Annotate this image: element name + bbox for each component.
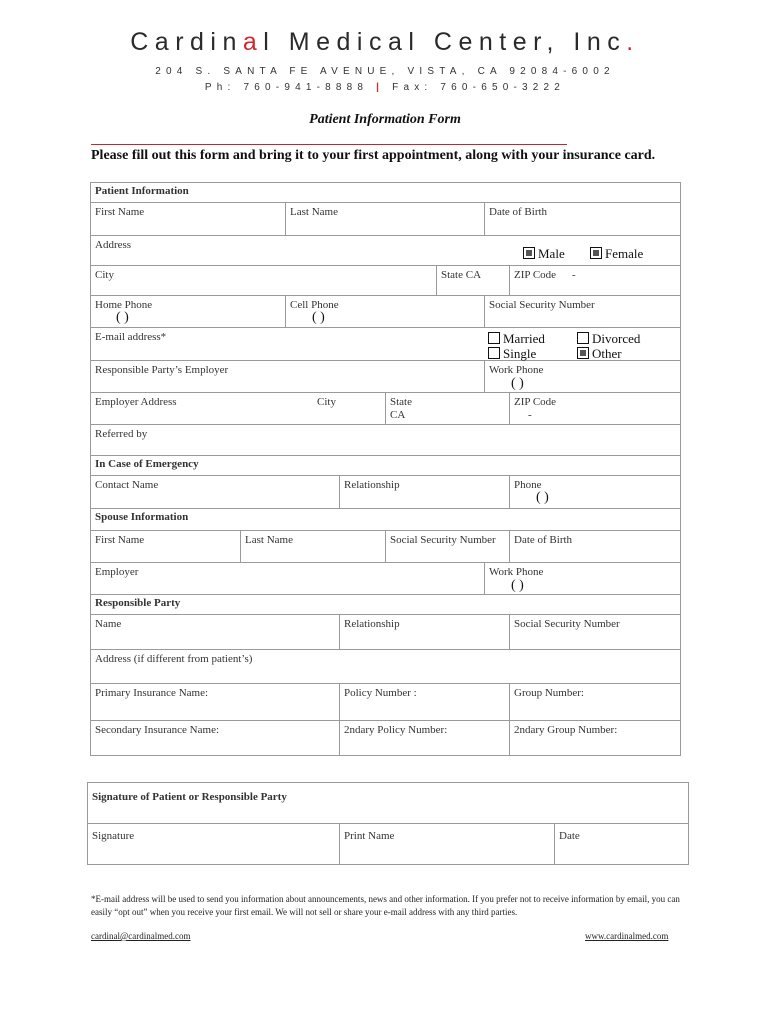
secondary-insurance-field[interactable]: Secondary Insurance Name: bbox=[91, 721, 340, 756]
married-checkbox[interactable] bbox=[488, 332, 500, 344]
form-title: Patient Information Form bbox=[309, 112, 461, 127]
other-checkbox[interactable] bbox=[577, 347, 589, 359]
employer-zip-field[interactable]: ZIP Code - bbox=[510, 393, 681, 425]
emergency-phone-field[interactable]: Phone ( ) bbox=[510, 476, 681, 509]
referred-by-field[interactable]: Referred by bbox=[91, 425, 681, 456]
signature-field[interactable]: Signature bbox=[88, 824, 340, 865]
marital-single-option[interactable]: Single bbox=[488, 346, 536, 362]
secondary-group-field[interactable]: 2ndary Group Number: bbox=[510, 721, 681, 756]
gender-male-option[interactable]: Male bbox=[523, 246, 565, 262]
employer-address-field[interactable]: Employer Address City bbox=[91, 393, 386, 425]
patient-info-heading: Patient Information bbox=[91, 183, 681, 203]
female-checkbox[interactable] bbox=[590, 247, 602, 259]
patient-form-grid bbox=[90, 182, 681, 756]
clinic-name: Cardinal Medical Center, Inc. bbox=[130, 28, 640, 56]
policy-number-field[interactable]: Policy Number : bbox=[340, 684, 510, 721]
patient-dob-field[interactable]: Date of Birth bbox=[485, 203, 681, 236]
email-field[interactable]: E-mail address* Married Divorced Single Other bbox=[91, 328, 681, 361]
group-number-field[interactable]: Group Number: bbox=[510, 684, 681, 721]
responsible-heading: Responsible Party bbox=[91, 595, 681, 615]
instructions: Please fill out this form and bring it to your first appointment, along with your insurance card. bbox=[91, 148, 656, 163]
spouse-dob-field[interactable]: Date of Birth bbox=[510, 531, 681, 563]
gender-female-option[interactable]: Female bbox=[590, 246, 643, 262]
responsible-ssn-field[interactable]: Social Security Number bbox=[510, 615, 681, 650]
patient-last-name-field[interactable]: Last Name bbox=[286, 203, 485, 236]
emergency-contact-field[interactable]: Contact Name bbox=[91, 476, 340, 509]
clinic-address: 204 S. SANTA FE AVENUE, VISTA, CA 92084-6002 bbox=[155, 66, 615, 77]
email-disclaimer: *E-mail address will be used to send you information about announcements, news and other information. If you prefer not to receive information by email, you can easily “opt out” when you receive your first email. We will not sell or share your e-mail address with any third parties. bbox=[91, 894, 680, 917]
marital-married-option[interactable]: Married bbox=[488, 331, 545, 347]
patient-city-field[interactable]: City bbox=[91, 266, 437, 296]
spouse-work-phone-field[interactable]: Work Phone ( ) bbox=[485, 563, 681, 595]
signature-section bbox=[87, 782, 689, 865]
phone-separator: | bbox=[376, 82, 385, 93]
employer-state-field[interactable]: State CA bbox=[386, 393, 510, 425]
secondary-policy-field[interactable]: 2ndary Policy Number: bbox=[340, 721, 510, 756]
emergency-heading: In Case of Emergency bbox=[91, 456, 681, 476]
title-divider bbox=[91, 144, 567, 145]
cell-phone-field[interactable]: Cell Phone ( ) bbox=[286, 296, 485, 328]
clinic-fax: Fax: 760-650-3222 bbox=[392, 82, 566, 93]
clinic-phone-fax bbox=[0, 82, 770, 93]
responsible-address-field[interactable]: Address (if different from patient’s) bbox=[91, 650, 681, 684]
patient-address-field[interactable]: Address Male Female bbox=[91, 236, 681, 266]
work-phone-field[interactable]: Work Phone ( ) bbox=[485, 361, 681, 393]
responsible-name-field[interactable]: Name bbox=[91, 615, 340, 650]
male-checkbox[interactable] bbox=[523, 247, 535, 259]
emergency-relationship-field[interactable]: Relationship bbox=[340, 476, 510, 509]
print-name-field[interactable]: Print Name bbox=[340, 824, 555, 865]
responsible-relationship-field[interactable]: Relationship bbox=[340, 615, 510, 650]
signature-date-field[interactable]: Date bbox=[555, 824, 689, 865]
spouse-ssn-field[interactable]: Social Security Number bbox=[386, 531, 510, 563]
employer-field[interactable]: Responsible Party’s Employer bbox=[91, 361, 485, 393]
marital-other-option[interactable]: Other bbox=[577, 346, 622, 362]
patient-zip-field[interactable]: ZIP Code - bbox=[510, 266, 681, 296]
ssn-field[interactable]: Social Security Number bbox=[485, 296, 681, 328]
spouse-first-name-field[interactable]: First Name bbox=[91, 531, 241, 563]
signature-heading: Signature of Patient or Responsible Party bbox=[88, 783, 689, 824]
contact-email-link[interactable]: cardinal@cardinalmed.com bbox=[91, 931, 191, 941]
patient-state-field[interactable]: State CA bbox=[437, 266, 510, 296]
spouse-heading: Spouse Information bbox=[91, 509, 681, 531]
spouse-employer-field[interactable]: Employer bbox=[91, 563, 485, 595]
primary-insurance-field[interactable]: Primary Insurance Name: bbox=[91, 684, 340, 721]
patient-first-name-field[interactable]: First Name bbox=[91, 203, 286, 236]
spouse-last-name-field[interactable]: Last Name bbox=[241, 531, 386, 563]
home-phone-field[interactable]: Home Phone ( ) bbox=[91, 296, 286, 328]
website-link[interactable]: www.cardinalmed.com bbox=[585, 931, 669, 941]
single-checkbox[interactable] bbox=[488, 347, 500, 359]
marital-divorced-option[interactable]: Divorced bbox=[577, 331, 640, 347]
clinic-phone: Ph: 760-941-8888 bbox=[204, 82, 369, 93]
divorced-checkbox[interactable] bbox=[577, 332, 589, 344]
